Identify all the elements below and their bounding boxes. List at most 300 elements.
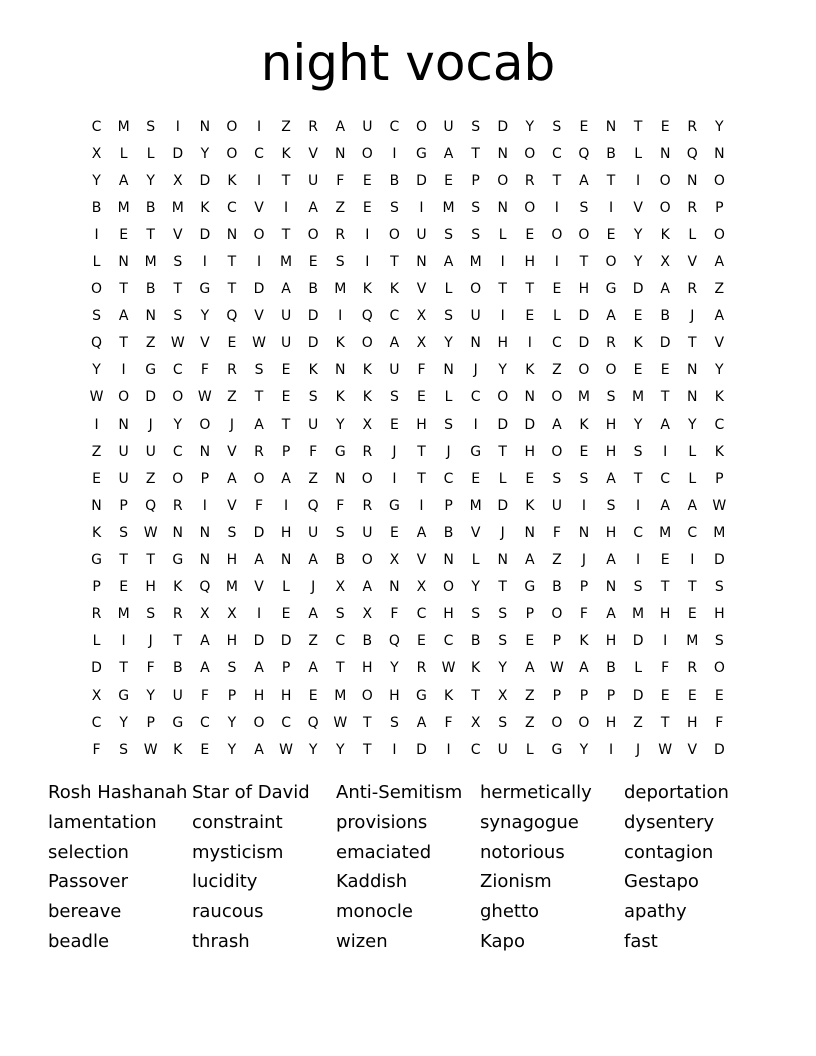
grid-letter: R [227, 362, 237, 379]
grid-letter: E [525, 308, 535, 325]
grid-letter: T [687, 579, 697, 596]
grid-letter: U [443, 118, 454, 135]
grid-letter: Q [199, 579, 211, 596]
grid-letter: D [497, 118, 509, 135]
grid-letter: M [144, 254, 157, 271]
grid-letter: K [633, 335, 643, 352]
grid-letter: T [281, 226, 291, 243]
grid-letter: P [715, 470, 724, 487]
word-list-item: Zionism [480, 871, 552, 893]
grid-letter: O [551, 606, 563, 623]
grid-letter: N [172, 524, 184, 541]
grid-letter: O [253, 714, 265, 731]
grid-letter: P [715, 199, 724, 216]
grid-letter: S [227, 524, 237, 541]
grid-letter: X [389, 552, 400, 569]
grid-letter: A [118, 172, 129, 189]
grid-letter: S [389, 199, 399, 216]
grid-letter: A [389, 335, 400, 352]
grid-letter: O [361, 335, 373, 352]
grid-letter: T [552, 172, 562, 189]
grid-letter: E [281, 362, 291, 379]
grid-letter: P [579, 579, 589, 596]
grid-letter: T [525, 281, 535, 298]
grid-letter: S [498, 633, 508, 650]
grid-letter: O [172, 470, 184, 487]
grid-letter: W [549, 660, 564, 677]
grid-letter: I [392, 470, 397, 487]
grid-letter: S [335, 606, 345, 623]
grid-letter: S [714, 579, 724, 596]
grid-letter: H [605, 416, 617, 433]
grid-letter: I [446, 741, 451, 758]
grid-letter: J [581, 552, 587, 569]
grid-letter: F [254, 497, 264, 514]
grid-letter: Y [335, 741, 345, 758]
grid-letter: A [335, 118, 346, 135]
grid-letter: A [606, 552, 616, 569]
grid-letter: U [280, 335, 292, 352]
grid-letter: A [552, 416, 562, 433]
grid-letter: I [284, 199, 289, 216]
grid-letter: N [443, 552, 454, 569]
grid-letter: Q [388, 633, 400, 650]
grid-letter: K [362, 389, 372, 406]
grid-letter: M [713, 524, 726, 541]
grid-letter: E [552, 281, 562, 298]
grid-letter: D [172, 145, 184, 162]
grid-letter: O [172, 389, 184, 406]
word-list-item: fast [624, 930, 658, 952]
grid-letter: K [200, 199, 210, 216]
grid-letter: H [605, 443, 617, 460]
grid-letter: C [389, 118, 400, 135]
grid-letter: D [253, 524, 265, 541]
grid-letter: V [416, 281, 427, 298]
grid-letter: M [469, 497, 482, 514]
grid-letter: H [605, 633, 617, 650]
grid-letter: F [200, 687, 209, 704]
grid-letter: Y [119, 714, 128, 731]
grid-row [83, 438, 733, 465]
grid-letter: T [146, 226, 155, 243]
grid-letter: B [606, 660, 616, 677]
grid-letter: Z [308, 470, 318, 487]
grid-letter: S [119, 524, 129, 541]
grid-letter: G [172, 714, 184, 731]
grid-letter: J [636, 741, 641, 758]
grid-letter: K [443, 687, 454, 704]
grid-letter: S [633, 579, 643, 596]
grid-letter: I [554, 199, 559, 216]
word-column [48, 778, 192, 957]
grid-letter: O [226, 118, 238, 135]
grid-letter: M [117, 606, 130, 623]
grid-letter: L [471, 552, 480, 569]
grid-letter: Z [524, 687, 535, 704]
grid-letter: Q [307, 497, 319, 514]
grid-letter: N [199, 524, 211, 541]
grid-letter: G [118, 687, 130, 704]
grid-letter: O [361, 145, 373, 162]
grid-letter: A [281, 281, 291, 298]
grid-letter: D [632, 687, 644, 704]
grid-letter: D [416, 172, 427, 189]
grid-letter: N [524, 389, 536, 406]
grid-letter: A [254, 660, 264, 677]
grid-letter: A [714, 254, 725, 271]
grid-letter: I [256, 172, 262, 189]
grid-letter: L [634, 660, 642, 677]
grid-letter: G [524, 579, 536, 596]
grid-letter: O [578, 226, 590, 243]
grid-letter: S [444, 308, 453, 325]
grid-letter: A [200, 633, 210, 650]
grid-letter: A [308, 552, 318, 569]
grid-letter: B [145, 199, 156, 216]
grid-letter: O [659, 199, 671, 216]
grid-letter: L [688, 470, 697, 487]
grid-letter: T [119, 281, 128, 298]
word-list-item: ghetto [480, 901, 540, 923]
grid-letter: M [117, 199, 130, 216]
grid-letter: V [714, 335, 725, 352]
grid-letter: D [307, 335, 319, 352]
grid-letter: C [91, 714, 102, 731]
word-list-item: raucous [192, 901, 264, 923]
grid-letter: X [91, 687, 102, 704]
grid-letter: A [281, 470, 291, 487]
grid-letter: O [361, 687, 373, 704]
grid-letter: H [686, 714, 698, 731]
grid-letter: O [524, 199, 536, 216]
grid-letter: X [200, 606, 210, 623]
word-list-item: lamentation [48, 811, 157, 833]
grid-letter: I [202, 254, 207, 271]
grid-letter: N [497, 552, 508, 569]
grid-letter: I [527, 335, 532, 352]
grid-letter: G [199, 281, 211, 298]
grid-letter: D [632, 633, 644, 650]
grid-letter: A [308, 199, 318, 216]
grid-letter: W [279, 741, 293, 758]
grid-letter: A [443, 254, 454, 271]
grid-letter: S [552, 470, 562, 487]
grid-letter: E [417, 389, 426, 406]
grid-letter: T [281, 416, 291, 433]
grid-letter: O [551, 443, 563, 460]
grid-letter: E [660, 687, 670, 704]
grid-letter: D [524, 416, 536, 433]
grid-letter: O [713, 226, 725, 243]
grid-letter: L [688, 226, 697, 243]
grid-letter: W [170, 335, 185, 352]
grid-letter: A [579, 172, 589, 189]
grid-letter: Y [471, 579, 480, 596]
grid-row [83, 248, 733, 275]
grid-letter: H [145, 579, 156, 596]
grid-row [83, 736, 733, 763]
grid-letter: I [365, 254, 370, 271]
grid-letter: Z [335, 199, 346, 216]
grid-letter: A [118, 308, 129, 325]
grid-letter: D [713, 741, 725, 758]
grid-letter: V [254, 308, 264, 325]
grid-letter: V [227, 497, 237, 514]
grid-letter: E [119, 579, 129, 596]
grid-letter: K [173, 579, 183, 596]
grid-letter: M [280, 254, 293, 271]
grid-row [83, 357, 733, 384]
grid-letter: M [686, 633, 699, 650]
grid-letter: Q [578, 145, 590, 162]
grid-letter: L [444, 389, 453, 406]
grid-letter: U [362, 118, 373, 135]
grid-letter: G [416, 145, 427, 162]
word-list-item: synagogue [480, 811, 579, 833]
grid-letter: A [525, 660, 535, 677]
grid-letter: N [118, 416, 129, 433]
grid-letter: C [281, 714, 291, 731]
grid-letter: A [254, 552, 264, 569]
grid-letter: F [146, 660, 155, 677]
grid-letter: R [687, 281, 698, 298]
word-list-item: apathy [624, 901, 687, 923]
grid-letter: Y [146, 687, 155, 704]
grid-letter: R [362, 443, 373, 460]
grid-letter: Y [390, 660, 399, 677]
grid-letter: R [335, 226, 346, 243]
grid-letter: Y [92, 172, 101, 189]
grid-row [83, 574, 733, 601]
grid-letter: H [578, 281, 590, 298]
grid-letter: K [362, 281, 372, 298]
grid-letter: J [690, 308, 695, 325]
grid-letter: M [334, 687, 347, 704]
grid-letter: T [687, 335, 697, 352]
grid-letter: I [121, 633, 126, 650]
grid-letter: L [552, 308, 561, 325]
grid-row [83, 221, 733, 248]
grid-letter: Y [146, 172, 155, 189]
grid-letter: I [121, 362, 126, 379]
grid-letter: M [442, 199, 455, 216]
grid-letter: Y [308, 741, 318, 758]
grid-letter: U [172, 687, 183, 704]
grid-letter: O [605, 254, 617, 271]
grid-letter: S [335, 524, 345, 541]
grid-letter: Y [633, 416, 643, 433]
word-list-item: Passover [48, 871, 128, 893]
grid-letter: X [660, 254, 670, 271]
grid-letter: K [308, 362, 318, 379]
grid-letter: G [470, 443, 482, 460]
grid-letter: W [441, 660, 456, 677]
grid-letter: C [687, 524, 698, 541]
grid-letter: A [660, 416, 670, 433]
grid-letter: X [362, 606, 373, 623]
grid-letter: I [256, 118, 262, 135]
grid-row [83, 709, 733, 736]
grid-letter: D [145, 389, 157, 406]
grid-letter: Z [227, 389, 237, 406]
grid-letter: A [254, 416, 264, 433]
grid-letter: D [713, 552, 725, 569]
grid-letter: I [636, 552, 641, 569]
grid-letter: L [119, 145, 128, 162]
grid-letter: G [91, 552, 102, 569]
grid-row [83, 384, 733, 411]
grid-letter: V [227, 443, 237, 460]
grid-letter: E [687, 687, 697, 704]
grid-letter: N [145, 308, 156, 325]
grid-letter: D [199, 226, 211, 243]
grid-letter: K [173, 741, 183, 758]
grid-letter: H [714, 606, 725, 623]
grid-letter: K [471, 660, 481, 677]
grid-letter: A [579, 660, 589, 677]
grid-letter: P [444, 497, 453, 514]
grid-letter: P [92, 579, 101, 596]
grid-row [83, 628, 733, 655]
grid-letter: O [713, 660, 725, 677]
grid-letter: L [282, 579, 290, 596]
grid-letter: S [254, 362, 264, 379]
grid-letter: V [687, 254, 698, 271]
grid-letter: V [470, 524, 481, 541]
grid-letter: E [579, 118, 589, 135]
grid-letter: F [715, 714, 724, 731]
grid-letter: O [253, 226, 265, 243]
grid-letter: U [118, 443, 129, 460]
grid-letter: B [389, 172, 400, 189]
grid-letter: N [443, 362, 454, 379]
grid-letter: C [199, 714, 210, 731]
grid-letter: Y [579, 741, 589, 758]
grid-letter: S [579, 470, 589, 487]
grid-letter: S [471, 118, 481, 135]
grid-letter: T [227, 281, 237, 298]
grid-row [83, 140, 733, 167]
grid-letter: I [554, 254, 559, 271]
grid-letter: Y [498, 660, 507, 677]
grid-letter: B [91, 199, 102, 216]
grid-letter: T [417, 470, 426, 487]
grid-letter: I [392, 741, 397, 758]
word-list-item: constraint [192, 811, 283, 833]
word-list-item: Anti-Semitism [336, 782, 463, 803]
grid-letter: T [363, 714, 372, 731]
grid-letter: E [281, 389, 291, 406]
grid-letter: L [146, 145, 155, 162]
grid-letter: G [172, 552, 184, 569]
grid-letter: I [365, 226, 370, 243]
grid-row [83, 655, 733, 682]
grid-letter: I [202, 497, 207, 514]
grid-letter: T [119, 335, 128, 352]
grid-letter: B [660, 308, 670, 325]
grid-letter: I [500, 254, 505, 271]
grid-letter: F [200, 362, 209, 379]
grid-letter: O [551, 714, 563, 731]
grid-letter: M [469, 254, 482, 271]
grid-letter: E [714, 687, 724, 704]
grid-letter: S [552, 118, 562, 135]
grid-letter: U [308, 524, 319, 541]
grid-letter: S [606, 497, 616, 514]
grid-letter: N [605, 579, 617, 596]
grid-letter: K [579, 633, 589, 650]
grid-letter: P [471, 172, 480, 189]
word-list-item: selection [48, 841, 129, 863]
word-column [192, 778, 336, 957]
grid-letter: E [579, 443, 589, 460]
grid-letter: Y [92, 362, 101, 379]
grid-row [83, 330, 733, 357]
grid-letter: L [92, 254, 101, 271]
grid-letter: H [605, 524, 617, 541]
grid-letter: R [308, 118, 319, 135]
grid-row [83, 519, 733, 546]
grid-letter: A [254, 741, 264, 758]
grid-letter: R [172, 606, 183, 623]
grid-letter: T [417, 443, 426, 460]
grid-letter: H [389, 687, 400, 704]
grid-letter: G [416, 687, 427, 704]
grid-letter: Z [145, 470, 156, 487]
grid-letter: W [143, 741, 158, 758]
grid-letter: H [524, 254, 536, 271]
grid-letter: D [578, 335, 590, 352]
grid-letter: T [660, 579, 670, 596]
grid-letter: E [281, 606, 291, 623]
grid-letter: C [633, 524, 643, 541]
grid-letter: S [146, 118, 156, 135]
grid-letter: H [226, 552, 238, 569]
grid-letter: S [471, 606, 481, 623]
grid-letter: S [633, 443, 643, 460]
grid-letter: D [416, 741, 427, 758]
grid-letter: L [525, 741, 534, 758]
grid-letter: N [687, 389, 698, 406]
grid-letter: N [470, 335, 481, 352]
grid-letter: T [660, 389, 670, 406]
grid-letter: S [444, 416, 453, 433]
grid-letter: X [470, 714, 481, 731]
grid-letter: V [254, 579, 264, 596]
grid-letter: N [687, 172, 698, 189]
grid-letter: Z [91, 443, 102, 460]
grid-letter: N [199, 552, 211, 569]
grid-letter: R [91, 606, 102, 623]
grid-letter: Y [525, 118, 535, 135]
grid-letter: E [444, 172, 453, 189]
grid-letter: V [172, 226, 183, 243]
grid-letter: A [606, 606, 616, 623]
grid-letter: U [308, 172, 319, 189]
grid-letter: N [714, 145, 725, 162]
grid-letter: A [308, 606, 318, 623]
grid-letter: J [148, 633, 153, 650]
grid-letter: C [172, 443, 183, 460]
word-list-item: emaciated [336, 841, 432, 863]
grid-letter: D [497, 416, 509, 433]
grid-letter: M [225, 579, 238, 596]
grid-letter: U [497, 741, 508, 758]
grid-row [83, 276, 733, 303]
grid-letter: T [119, 552, 128, 569]
grid-letter: E [525, 226, 535, 243]
